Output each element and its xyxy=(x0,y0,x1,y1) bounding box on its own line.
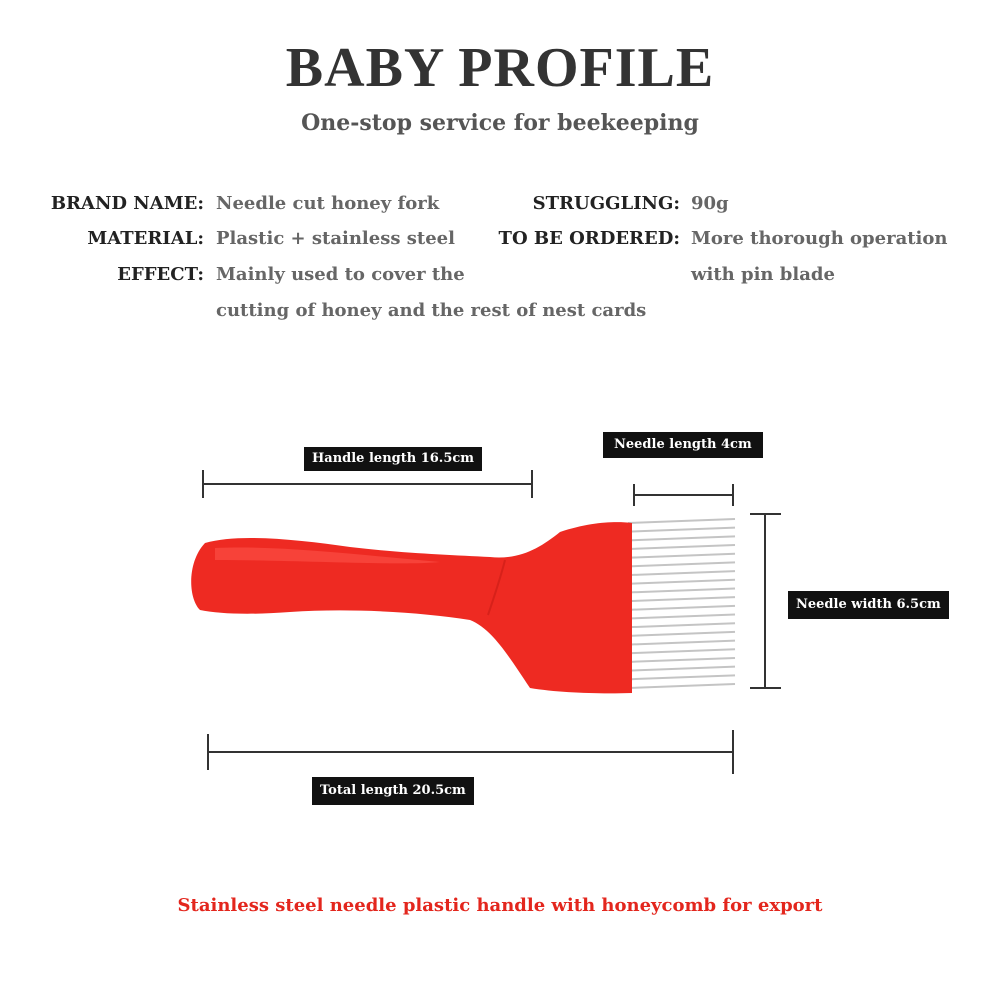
to-be-ordered-label: TO BE ORDERED: xyxy=(498,228,680,249)
needle-width-tag: Needle width 6.5cm xyxy=(788,591,949,619)
page-subtitle: One-stop service for beekeeping xyxy=(301,110,699,136)
brand-name-label: BRAND NAME: xyxy=(50,193,204,214)
needle xyxy=(628,536,735,540)
needle xyxy=(628,623,735,627)
to-be-ordered-value-line2: with pin blade xyxy=(691,264,835,285)
needle xyxy=(628,641,735,645)
needle xyxy=(628,597,735,601)
needle xyxy=(628,580,735,584)
material-value: Plastic + stainless steel xyxy=(216,228,455,249)
needle xyxy=(628,632,735,636)
needle xyxy=(628,675,735,679)
struggling-value: 90g xyxy=(691,193,729,214)
needle xyxy=(628,528,735,532)
needle xyxy=(628,545,735,549)
needle xyxy=(628,606,735,610)
needle xyxy=(628,684,735,688)
page-title: BABY PROFILE xyxy=(285,37,715,99)
needle-length-dimension xyxy=(634,484,733,506)
total-length-dimension xyxy=(208,730,733,774)
needle xyxy=(628,571,735,575)
struggling-label: STRUGGLING: xyxy=(532,193,680,214)
to-be-ordered-value-line1: More thorough operation xyxy=(691,228,948,249)
needle xyxy=(628,667,735,671)
needle xyxy=(628,562,735,566)
total-length-tag: Total length 20.5cm xyxy=(312,777,474,805)
material-label: MATERIAL: xyxy=(87,228,204,249)
needle xyxy=(628,649,735,653)
footer-caption: Stainless steel needle plastic handle with honeycomb for export xyxy=(177,895,823,916)
needle xyxy=(628,615,735,619)
effect-label: EFFECT: xyxy=(117,264,204,285)
needle-width-dimension xyxy=(750,514,781,688)
needle-length-tag: Needle length 4cm xyxy=(603,432,763,458)
needle xyxy=(628,658,735,662)
needle xyxy=(628,588,735,592)
needle xyxy=(628,554,735,558)
needle-array xyxy=(628,519,735,688)
needle xyxy=(628,519,735,523)
handle-length-tag: Handle length 16.5cm xyxy=(304,447,482,471)
brand-name-value: Needle cut honey fork xyxy=(216,193,440,214)
effect-value-line2: cutting of honey and the rest of nest cards xyxy=(216,300,647,321)
effect-value-line1: Mainly used to cover the xyxy=(216,264,465,285)
handle-length-dimension xyxy=(203,470,532,498)
